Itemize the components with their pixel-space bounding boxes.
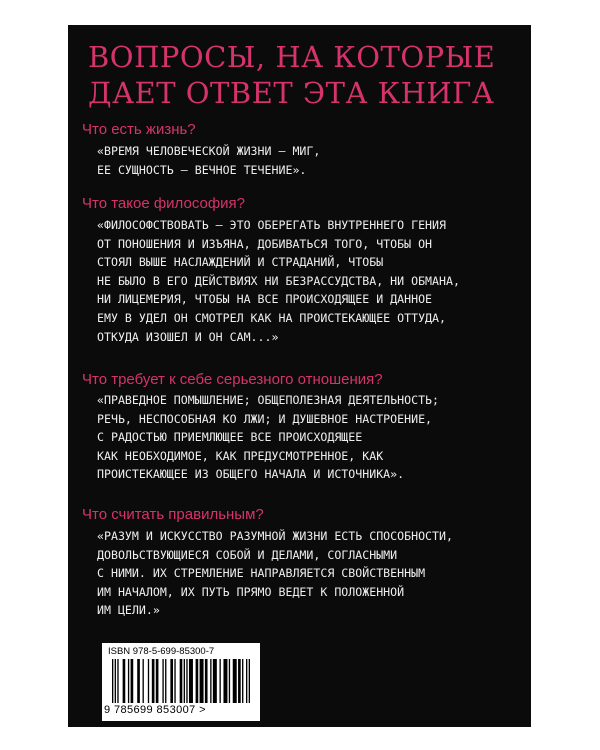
barcode-bar: [180, 659, 183, 703]
book-back-cover: [68, 25, 531, 727]
answer-quote: [97, 142, 320, 179]
barcode-bar: [156, 659, 159, 703]
barcode-bar: [152, 659, 155, 703]
answer-line: СТОЯЛ ВЫШЕ НАСЛАЖДЕНИЙ И СТРАДАНИЙ, ЧТОБЫ: [97, 255, 384, 270]
barcode-bar: [174, 659, 175, 703]
barcode-bar: [148, 659, 149, 703]
barcode-bar: [205, 659, 208, 703]
barcode-bar: [249, 659, 250, 703]
question-heading: Что такое философия?: [82, 195, 246, 212]
answer-line: ИМ ЦЕЛИ.»: [97, 603, 160, 618]
barcode-bar: [137, 659, 140, 703]
answer-line: «ВРЕМЯ ЧЕЛОВЕЧЕСКОЙ ЖИЗНИ — МИГ,: [97, 144, 321, 158]
barcode-bar: [196, 659, 199, 703]
answer-line: НИ ЛИЦЕМЕРИЯ, ЧТОБЫ НА ВСЕ ПРОИСХОДЯЩЕЕ И ДАННОЕ: [97, 292, 433, 307]
barcode-bar: [246, 659, 247, 703]
cover-title: [88, 39, 518, 111]
barcode-bar: [165, 659, 166, 703]
answer-quote: [97, 216, 460, 346]
barcode-bar: [210, 659, 211, 703]
barcode-bar: [128, 659, 129, 703]
cover-title-line-1: ВОПРОСЫ, НА КОТОРЫЕ: [88, 40, 496, 74]
answer-line: НЕ БЫЛО В ЕГО ДЕЙСТВИЯХ НИ БЕЗРАССУДСТВА, НИ ОБМАНА,: [97, 273, 460, 288]
barcode-bar: [117, 659, 118, 703]
barcode-bar: [184, 659, 185, 703]
answer-line: «ПРАВЕДНОЕ ПОМЫШЛЕНИЕ; ОБЩЕПОЛЕЗНАЯ ДЕЯТЕЛЬНОСТЬ;: [97, 393, 440, 407]
barcode-bar: [200, 659, 204, 703]
barcode-bar: [242, 659, 243, 703]
barcode-bar: [170, 659, 173, 703]
answer-line: «ФИЛОСОФСТВОВАТЬ — ЭТО ОБЕРЕГАТЬ ВНУТРЕННЕГО ГЕНИЯ: [97, 218, 447, 232]
barcode-bar: [219, 659, 220, 703]
barcode-bar: [229, 659, 230, 703]
answer-line: ОТКУДА ИЗОШЕЛ И ОН САМ...»: [97, 329, 279, 344]
answer-quote: [97, 391, 439, 484]
answer-line: С РАДОСТЬЮ ПРИЕМЛЮЩЕЕ ВСЕ ПРОИСХОДЯЩЕЕ: [97, 430, 363, 445]
barcode-bar: [112, 659, 113, 703]
barcode-bar: [223, 659, 227, 703]
answer-line: КАК НЕОБХОДИМОЕ, КАК ПРЕДУСМОТРЕННОЕ, КАК: [97, 448, 384, 463]
barcode-bar: [238, 659, 241, 703]
answer-line: ЕМУ В УДЕЛ ОН СМОТРЕЛ КАК НА ПРОИСТЕКАЮЩЕЕ ОТТУДА,: [97, 310, 447, 325]
barcode-bars: [108, 659, 254, 703]
answer-line: ОТ ПОНОШЕНИЯ И ИЗЪЯНА, ДОБИВАТЬСЯ ТОГО, ЧТОБЫ ОН: [97, 236, 433, 251]
cover-title-line-2: ДАЕТ ОТВЕТ ЭТА КНИГА: [88, 76, 495, 110]
answer-line: ДОВОЛЬСТВУЮЩИЕСЯ СОБОЙ И ДЕЛАМИ, СОГЛАСНЫМИ: [97, 547, 398, 562]
question-heading: Что есть жизнь?: [82, 121, 196, 138]
barcode-bar: [123, 659, 126, 703]
barcode-bar: [162, 659, 163, 703]
isbn-barcode: [102, 643, 260, 721]
answer-line: ПРОИСТЕКАЮЩЕЕ ИЗ ОБЩЕГО НАЧАЛА И ИСТОЧНИКА».: [97, 467, 405, 482]
answer-line: С НИМИ. ИХ СТРЕМЛЕНИЕ НАПРАВЛЯЕТСЯ СВОЙСТВЕННЫМ: [97, 566, 426, 581]
barcode-bar: [213, 659, 217, 703]
barcode-bar: [115, 659, 116, 703]
barcode-bar: [143, 659, 144, 703]
answer-line: РЕЧЬ, НЕСПОСОБНАЯ КО ЛЖИ; И ДУШЕВНОЕ НАСТРОЕНИЕ,: [97, 411, 433, 426]
answer-line: ИМ НАЧАЛОМ, ИХ ПУТЬ ПРЯМО ВЕДЕТ К ПОЛОЖЕННОЙ: [97, 584, 405, 599]
isbn-label: ISBN 978-5-699-85300-7: [108, 646, 215, 657]
barcode-digits: 9 785699 853007 >: [104, 704, 206, 716]
question-heading: Что считать правильным?: [82, 506, 264, 523]
barcode-bar: [233, 659, 237, 703]
answer-line: ЕЕ СУЩНОСТЬ — ВЕЧНОЕ ТЕЧЕНИЕ».: [97, 162, 307, 177]
question-heading: Что требует к себе серьезного отношения?: [82, 371, 383, 388]
barcode-bar: [131, 659, 134, 703]
answer-line: «РАЗУМ И ИСКУССТВО РАЗУМНОЙ ЖИЗНИ ЕСТЬ СПОСОБНОСТИ,: [97, 529, 453, 543]
answer-quote: [97, 527, 453, 620]
barcode-bar: [186, 659, 187, 703]
barcode-bar: [189, 659, 193, 703]
